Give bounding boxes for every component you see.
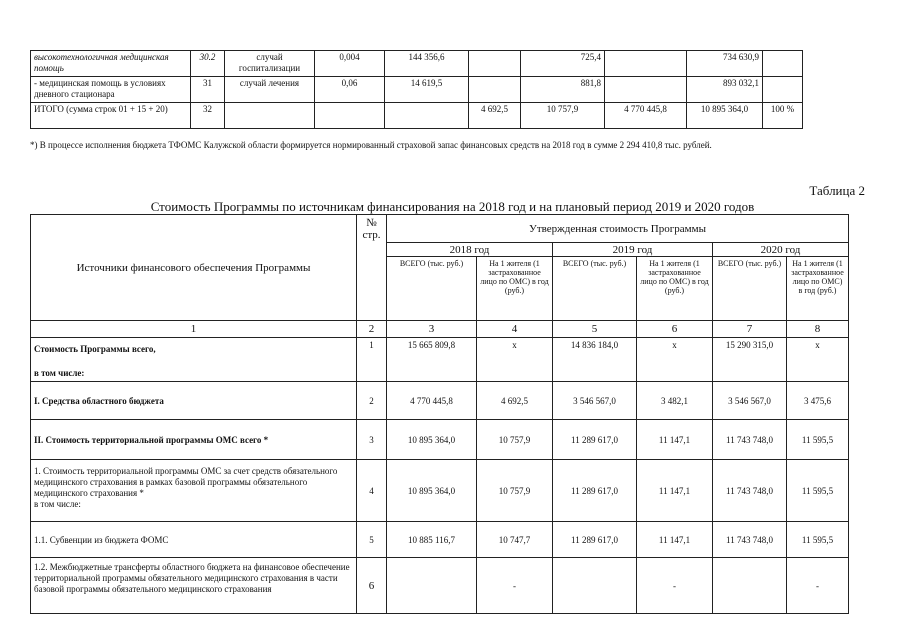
value-cell: 10 895 364,0: [687, 103, 763, 129]
value-cell: 11 289 617,0: [553, 460, 637, 522]
value-cell: [713, 558, 787, 614]
value-cell: [605, 51, 687, 77]
source-header: Источники финансового обеспечения Программы: [31, 215, 357, 321]
row-label: Стоимость Программы всего,: [34, 344, 156, 354]
row-sublabel: в том числе:: [34, 499, 81, 509]
table-row: [31, 382, 849, 420]
row-number-header: № стр.: [357, 215, 387, 321]
column-number: 6: [637, 321, 713, 338]
row-number: 1: [357, 338, 387, 382]
per-capita-header: На 1 жителя (1 застрахованное лицо по ОМС) в год (руб.): [637, 257, 713, 321]
value-cell: 893 032,1: [687, 77, 763, 103]
column-number: 8: [787, 321, 849, 338]
unit-cell: случай госпитализации: [225, 51, 315, 77]
row-number: 3: [357, 420, 387, 460]
value-cell: [553, 558, 637, 614]
per-capita-header: На 1 жителя (1 застрахованное лицо по ОМС) в год (руб.): [787, 257, 849, 321]
value-cell: 10 895 364,0: [387, 420, 477, 460]
row-label-cell: [31, 460, 357, 522]
table-row: [31, 522, 849, 558]
unit-cell: [225, 103, 315, 129]
value-cell: [315, 103, 385, 129]
value-cell: 11 743 748,0: [713, 460, 787, 522]
table-row: [31, 103, 803, 129]
value-cell: [387, 558, 477, 614]
value-cell: 11 595,5: [787, 460, 849, 522]
table-row: [31, 420, 849, 460]
value-cell: 725,4: [521, 51, 605, 77]
value-cell: 3 482,1: [637, 382, 713, 420]
row-number: 30.2: [191, 51, 225, 77]
value-cell: 3 475,6: [787, 382, 849, 420]
total-header: ВСЕГО (тыс. руб.): [553, 257, 637, 321]
table-row: [31, 558, 849, 614]
value-cell: 10 885 116,7: [387, 522, 477, 558]
value-cell: 14 836 184,0: [553, 338, 637, 382]
value-cell: [763, 51, 803, 77]
row-label: - медицинская помощь в условиях дневного стационара: [31, 77, 191, 103]
row-number: 5: [357, 522, 387, 558]
column-number: 4: [477, 321, 553, 338]
value-cell: 15 665 809,8: [387, 338, 477, 382]
approved-cost-header: Утвержденная стоимость Программы: [387, 215, 849, 243]
value-cell: х: [787, 338, 849, 382]
value-cell: -: [637, 558, 713, 614]
value-cell: х: [477, 338, 553, 382]
table-title: Стоимость Программы по источникам финансирования на 2018 год и на плановый период 2019 и 2020 годов: [150, 199, 755, 214]
table-row: [31, 338, 849, 382]
value-cell: 10 757,9: [477, 460, 553, 522]
value-cell: 11 147,1: [637, 460, 713, 522]
value-cell: 10 895 364,0: [387, 460, 477, 522]
row-label: II. Стоимость территориальной программы ОМС всего *: [31, 420, 357, 460]
value-cell: [605, 77, 687, 103]
value-cell: 100 %: [763, 103, 803, 129]
value-cell: -: [477, 558, 553, 614]
column-number: 3: [387, 321, 477, 338]
value-cell: 3 546 567,0: [553, 382, 637, 420]
table-row: [31, 77, 803, 103]
row-label: 1. Стоимость территориальной программы ОМС за счет средств обязательного медицинского страхования в рамках базовой программы обязательного медицинского страхования *: [34, 466, 338, 498]
row-label: I. Средства областного бюджета: [31, 382, 357, 420]
value-cell: 14 619,5: [385, 77, 469, 103]
value-cell: 10 757,9: [477, 420, 553, 460]
year-header-2020: 2020 год: [713, 243, 849, 257]
value-cell: 10 747,7: [477, 522, 553, 558]
column-number: 2: [357, 321, 387, 338]
per-capita-header: На 1 жителя (1 застрахованное лицо по ОМС) в год (руб.): [477, 257, 553, 321]
value-cell: 11 743 748,0: [713, 522, 787, 558]
value-cell: 4 770 445,8: [387, 382, 477, 420]
total-header: ВСЕГО (тыс. руб.): [713, 257, 787, 321]
row-label: 1.2. Межбюджетные трансферты областного бюджета на финансовое обеспечение территориальной программы обязательного медицинского страхования в части базовой программы обязательного медицинского страхования: [31, 558, 357, 614]
row-label: 1.1. Субвенции из бюджета ФОМС: [31, 522, 357, 558]
value-cell: 11 289 617,0: [553, 420, 637, 460]
value-cell: х: [637, 338, 713, 382]
value-cell: 4 770 445,8: [605, 103, 687, 129]
column-number: 5: [553, 321, 637, 338]
value-cell: [385, 103, 469, 129]
row-label: высокотехнологичная медицинская помощь: [31, 51, 191, 77]
value-cell: 734 630,9: [687, 51, 763, 77]
program-cost-table: [30, 214, 849, 614]
value-cell: 11 289 617,0: [553, 522, 637, 558]
row-number: 2: [357, 382, 387, 420]
year-header-2018: 2018 год: [387, 243, 553, 257]
row-sublabel: в том числе:: [34, 368, 85, 378]
top-continuation-table: [30, 50, 803, 129]
value-cell: 11 595,5: [787, 522, 849, 558]
year-header-2019: 2019 год: [553, 243, 713, 257]
value-cell: 881,8: [521, 77, 605, 103]
column-number-row: [31, 321, 849, 338]
value-cell: 144 356,6: [385, 51, 469, 77]
value-cell: 3 546 567,0: [713, 382, 787, 420]
footnote: *) В процессе исполнения бюджета ТФОМС Калужской области формируется нормированный страховой запас финансовых средств на 2018 год в сумме 2 294 410,8 тыс. рублей.: [30, 140, 712, 150]
table-label: Таблица 2: [809, 183, 865, 198]
column-number: 1: [31, 321, 357, 338]
row-number: 31: [191, 77, 225, 103]
total-header: ВСЕГО (тыс. руб.): [387, 257, 477, 321]
value-cell: 11 147,1: [637, 420, 713, 460]
row-number: 4: [357, 460, 387, 522]
table-row: [31, 51, 803, 77]
row-label: ИТОГО (сумма строк 01 + 15 + 20): [31, 103, 191, 129]
value-cell: [469, 77, 521, 103]
value-cell: 0,06: [315, 77, 385, 103]
value-cell: 4 692,5: [469, 103, 521, 129]
value-cell: [763, 77, 803, 103]
value-cell: 15 290 315,0: [713, 338, 787, 382]
value-cell: 4 692,5: [477, 382, 553, 420]
value-cell: 11 595,5: [787, 420, 849, 460]
value-cell: -: [787, 558, 849, 614]
value-cell: 11 147,1: [637, 522, 713, 558]
row-number: 6: [357, 558, 387, 614]
row-number: 32: [191, 103, 225, 129]
unit-cell: случай лечения: [225, 77, 315, 103]
value-cell: 0,004: [315, 51, 385, 77]
value-cell: 11 743 748,0: [713, 420, 787, 460]
value-cell: 10 757,9: [521, 103, 605, 129]
value-cell: [469, 51, 521, 77]
column-number: 7: [713, 321, 787, 338]
table-row: [31, 460, 849, 522]
row-label-cell: [31, 338, 357, 382]
